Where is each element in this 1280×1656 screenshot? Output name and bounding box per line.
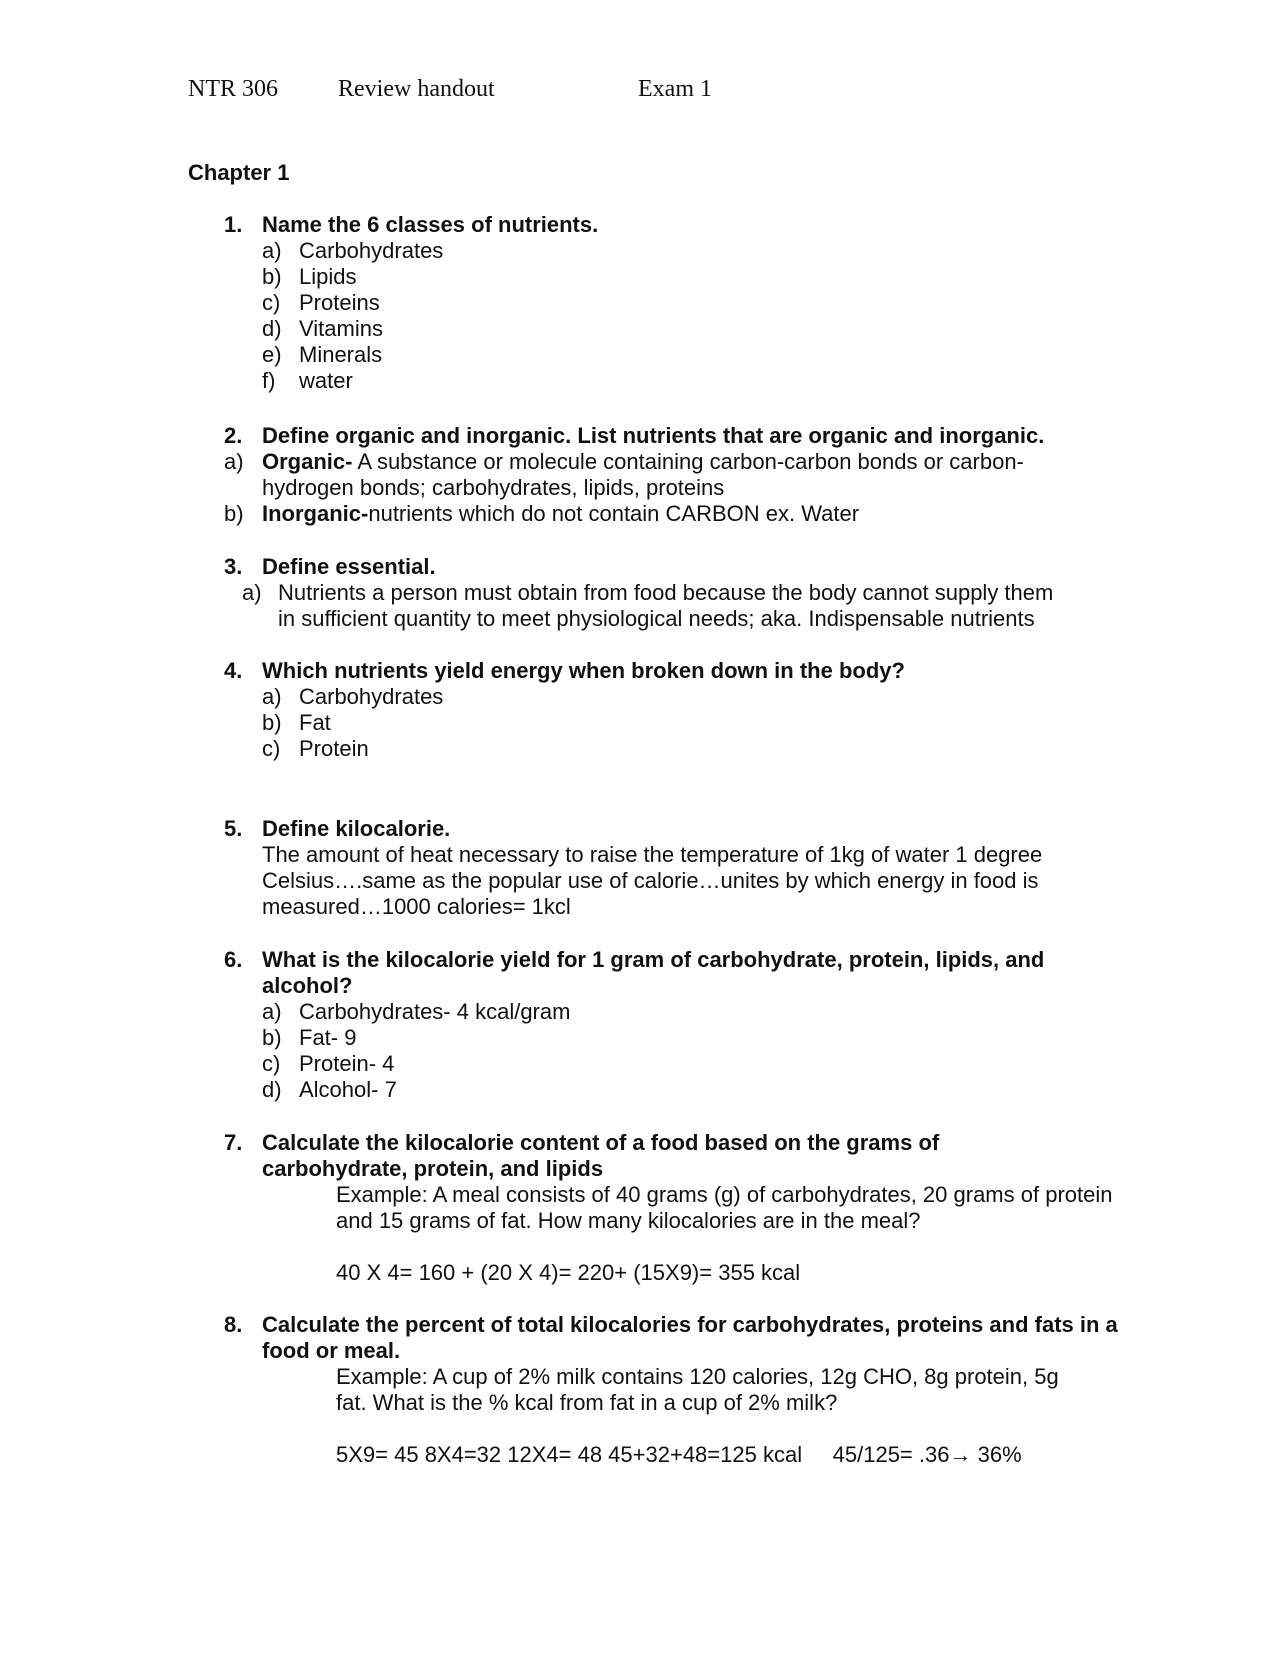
arrow-right-icon: → — [949, 1442, 972, 1467]
question-text: Calculate the percent of total kilocalories for carbohydrates, proteins and fats in a — [262, 1312, 1118, 1337]
list-label: a) — [262, 999, 282, 1024]
list-item: Fat — [299, 710, 331, 735]
question-text: food or meal. — [262, 1338, 401, 1363]
question-text: Which nutrients yield energy when broken down in the body? — [262, 658, 905, 683]
answer-text: Celsius….same as the popular use of calorie…unites by which energy in food is — [262, 868, 1039, 893]
definition-text: Nutrients a person must obtain from food because the body cannot supply them — [278, 580, 1054, 605]
calculation-text: 40 X 4= 160 + (20 X 4)= 220+ (15X9)= 355 kcal — [336, 1260, 801, 1285]
list-item: water — [299, 368, 353, 393]
list-label: b) — [224, 501, 244, 526]
list-label: b) — [262, 264, 282, 289]
example-text: Example: A cup of 2% milk contains 120 calories, 12g CHO, 8g protein, 5g — [336, 1364, 1059, 1389]
course-code: NTR 306 — [188, 76, 278, 102]
question-number: 3. — [224, 554, 243, 579]
list-label: f) — [262, 368, 276, 393]
list-item: Lipids — [299, 264, 357, 289]
list-item: Minerals — [299, 342, 383, 367]
list-item: Carbohydrates- 4 kcal/gram — [299, 999, 571, 1024]
list-item: Protein- 4 — [299, 1051, 395, 1076]
question-number: 1. — [224, 212, 243, 237]
question-text: Name the 6 classes of nutrients. — [262, 212, 599, 237]
example-text: and 15 grams of fat. How many kilocalories are in the meal? — [336, 1208, 921, 1233]
definition-text: hydrogen bonds; carbohydrates, lipids, proteins — [262, 475, 725, 500]
exam-label: Exam 1 — [638, 76, 712, 102]
definition-text: in sufficient quantity to meet physiological needs; aka. Indispensable nutrients — [278, 606, 1035, 631]
list-label: c) — [262, 290, 281, 315]
list-item: Fat- 9 — [299, 1025, 357, 1050]
question-text: What is the kilocalorie yield for 1 gram of carbohydrate, protein, lipids, and — [262, 947, 1045, 972]
calculation-result: 36% — [971, 1442, 1022, 1467]
list-item: Carbohydrates — [299, 684, 444, 709]
list-label: a) — [224, 449, 244, 474]
definition-text: A substance or molecule containing carbon-carbon bonds or carbon- — [352, 449, 1024, 474]
list-label: d) — [262, 1077, 282, 1102]
example-text: fat. What is the % kcal from fat in a cup of 2% milk? — [336, 1390, 838, 1415]
list-label: d) — [262, 316, 282, 341]
chapter-heading: Chapter 1 — [188, 160, 290, 185]
list-item: Proteins — [299, 290, 380, 315]
question-text: alcohol? — [262, 973, 353, 998]
term-inorganic: Inorganic- — [262, 501, 369, 526]
question-number: 2. — [224, 423, 243, 448]
definition-organic — [262, 449, 1024, 475]
definition-inorganic — [262, 501, 859, 527]
question-text: Calculate the kilocalorie content of a food based on the grams of — [262, 1130, 940, 1155]
calculation-text — [336, 1442, 1022, 1468]
question-number: 5. — [224, 816, 243, 841]
question-number: 7. — [224, 1130, 243, 1155]
document-title: Review handout — [338, 76, 495, 102]
question-number: 6. — [224, 947, 243, 972]
list-label: b) — [262, 1025, 282, 1050]
question-text: carbohydrate, protein, and lipids — [262, 1156, 604, 1181]
list-label: b) — [262, 710, 282, 735]
list-label: c) — [262, 1051, 281, 1076]
question-text: Define organic and inorganic. List nutrients that are organic and inorganic. — [262, 423, 1045, 448]
answer-text: The amount of heat necessary to raise the temperature of 1kg of water 1 degree — [262, 842, 1043, 867]
list-item: Vitamins — [299, 316, 383, 341]
definition-text: nutrients which do not contain CARBON ex. Water — [368, 501, 860, 526]
list-item: Protein — [299, 736, 369, 761]
list-item: Carbohydrates — [299, 238, 444, 263]
list-label: a) — [262, 684, 282, 709]
list-label: c) — [262, 736, 281, 761]
question-number: 4. — [224, 658, 243, 683]
list-label: a) — [242, 580, 262, 605]
question-text: Define kilocalorie. — [262, 816, 451, 841]
list-label: a) — [262, 238, 282, 263]
calculation-steps: 5X9= 45 8X4=32 12X4= 48 45+32+48=125 kcal 45/125= .36 — [336, 1442, 950, 1467]
example-text: Example: A meal consists of 40 grams (g) of carbohydrates, 20 grams of protein — [336, 1182, 1113, 1207]
list-label: e) — [262, 342, 282, 367]
list-item: Alcohol- 7 — [299, 1077, 397, 1102]
term-organic: Organic- — [262, 449, 353, 474]
question-number: 8. — [224, 1312, 243, 1337]
question-text: Define essential. — [262, 554, 436, 579]
answer-text: measured…1000 calories= 1kcl — [262, 894, 571, 919]
